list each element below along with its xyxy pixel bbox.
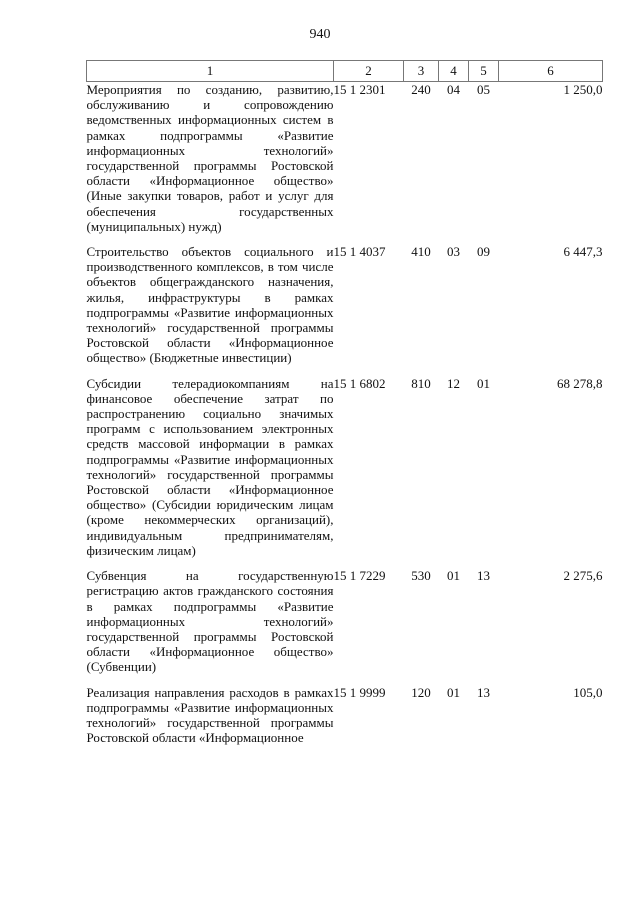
row-amount: 2 275,6 <box>563 568 603 584</box>
header-col-2: 2 <box>334 61 404 82</box>
header-col-4: 4 <box>439 61 469 82</box>
row-col5: 13 <box>477 568 490 584</box>
row-code: 15 1 2301 <box>333 82 386 97</box>
table-header-row <box>87 61 603 82</box>
row-description: Строительство объектов социального и производственного комплексов, в том числе объектов общегражданского назначения, жилья, инфраструктуры в рамках подпрограммы «Развитие информационных технологий» государственной программы Ростовской области «Информационное общество» (Бюджетные инвестиции) <box>86 244 334 366</box>
header-col-3: 3 <box>404 61 439 82</box>
row-description: Мероприятия по созданию, развитию, обслуживанию и сопровождению ведомственных информационных систем в рамках подпрограммы «Развитие информационных технологий» государственной программы Ростовской области «Информационное общество» (Иные закупки товаров, работ и услуг для обеспечения государственных (муниципальных) нужд) <box>86 82 334 234</box>
row-col3: 120 <box>411 684 431 700</box>
row-code: 15 1 4037 <box>333 244 386 260</box>
table-row <box>87 685 603 756</box>
table-row <box>87 376 603 568</box>
row-col4: 04 <box>447 82 460 97</box>
budget-table <box>86 60 603 755</box>
row-amount: 1 250,0 <box>563 82 603 97</box>
row-col5: 13 <box>477 684 490 700</box>
row-description: Реализация направления расходов в рамках подпрограммы «Развитие информационных технологий» государственной программы Ростовской области «Информационное <box>86 684 334 746</box>
row-col3: 410 <box>411 244 431 260</box>
row-amount: 6 447,3 <box>563 244 603 260</box>
row-col3: 240 <box>411 82 431 97</box>
row-code: 15 1 7229 <box>333 568 386 584</box>
row-description: Субвенция на государственную регистрацию актов гражданского состояния в рамках подпрограммы «Развитие информационных технологий» государственной программы Ростовской области «Информационное общество» (Субвенции) <box>86 568 334 675</box>
row-col4: 01 <box>447 684 460 700</box>
row-col3: 810 <box>411 375 431 391</box>
page-number: 940 <box>309 27 331 42</box>
row-col4: 01 <box>447 568 460 584</box>
row-code: 15 1 6802 <box>333 375 386 391</box>
row-col4: 12 <box>447 375 460 391</box>
row-code: 15 1 9999 <box>333 684 386 700</box>
table-row <box>87 244 603 376</box>
header-col-1: 1 <box>87 61 334 82</box>
header-col-5: 5 <box>469 61 499 82</box>
row-description: Субсидии телерадиокомпаниям на финансовое обеспечение затрат по распространению социально значимых программ с использованием электронных средств массовой информации в рамках подпрограммы «Развитие информационных технологий» государственной программы Ростовской области «Информационное общество» (Субсидии юридическим лицам (кроме некоммерческих организаций), индивидуальным предпринимателям, физическим лицам) <box>86 375 334 558</box>
row-col3: 530 <box>411 568 431 584</box>
row-col4: 03 <box>447 244 460 260</box>
table-row <box>87 82 603 245</box>
table-row <box>87 568 603 684</box>
row-amount: 68 278,8 <box>557 375 603 391</box>
row-col5: 05 <box>477 82 490 97</box>
header-col-6: 6 <box>499 61 603 82</box>
row-col5: 09 <box>477 244 490 260</box>
row-col5: 01 <box>477 375 490 391</box>
row-amount: 105,0 <box>573 684 603 700</box>
